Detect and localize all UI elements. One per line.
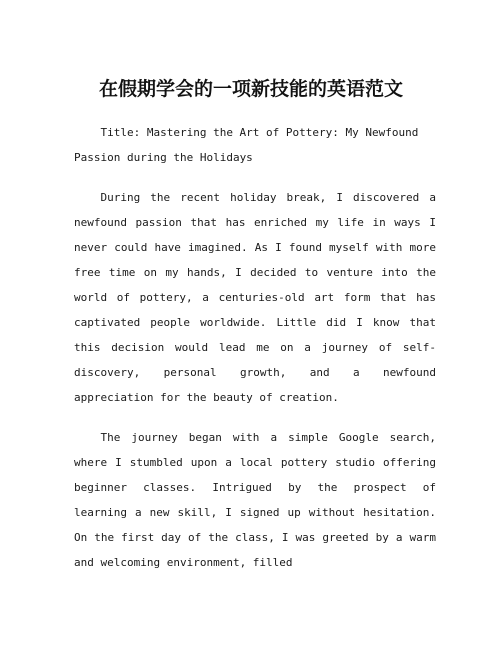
body-paragraph-2: The journey began with a simple Google search, where I stumbled upon a local pottery studio offering beginner classes. Intrigued by the prospect of learning a new skill, I signed up without hesitation. On the first day of the class, I was greeted by a warm and welcoming environment, filled (74, 431, 436, 569)
essay-title-paragraph: Title: Mastering the Art of Pottery: My Newfound Passion during the Holidays (74, 126, 419, 164)
body-paragraph-1: During the recent holiday break, I discovered a newfound passion that has enriched my life in ways I never could have imagined. As I found myself with more free time on my hands, I decided to venture into the world of pottery, a centuries-old art form that has captivated people worldwide. Little did I know that this decision would lead me on a journey of self-discovery, personal growth, and a newfound appreciation for the beauty of creation. (74, 191, 436, 404)
document-heading: 在假期学会的一项新技能的英语范文 (98, 78, 403, 100)
document-body (74, 120, 436, 590)
